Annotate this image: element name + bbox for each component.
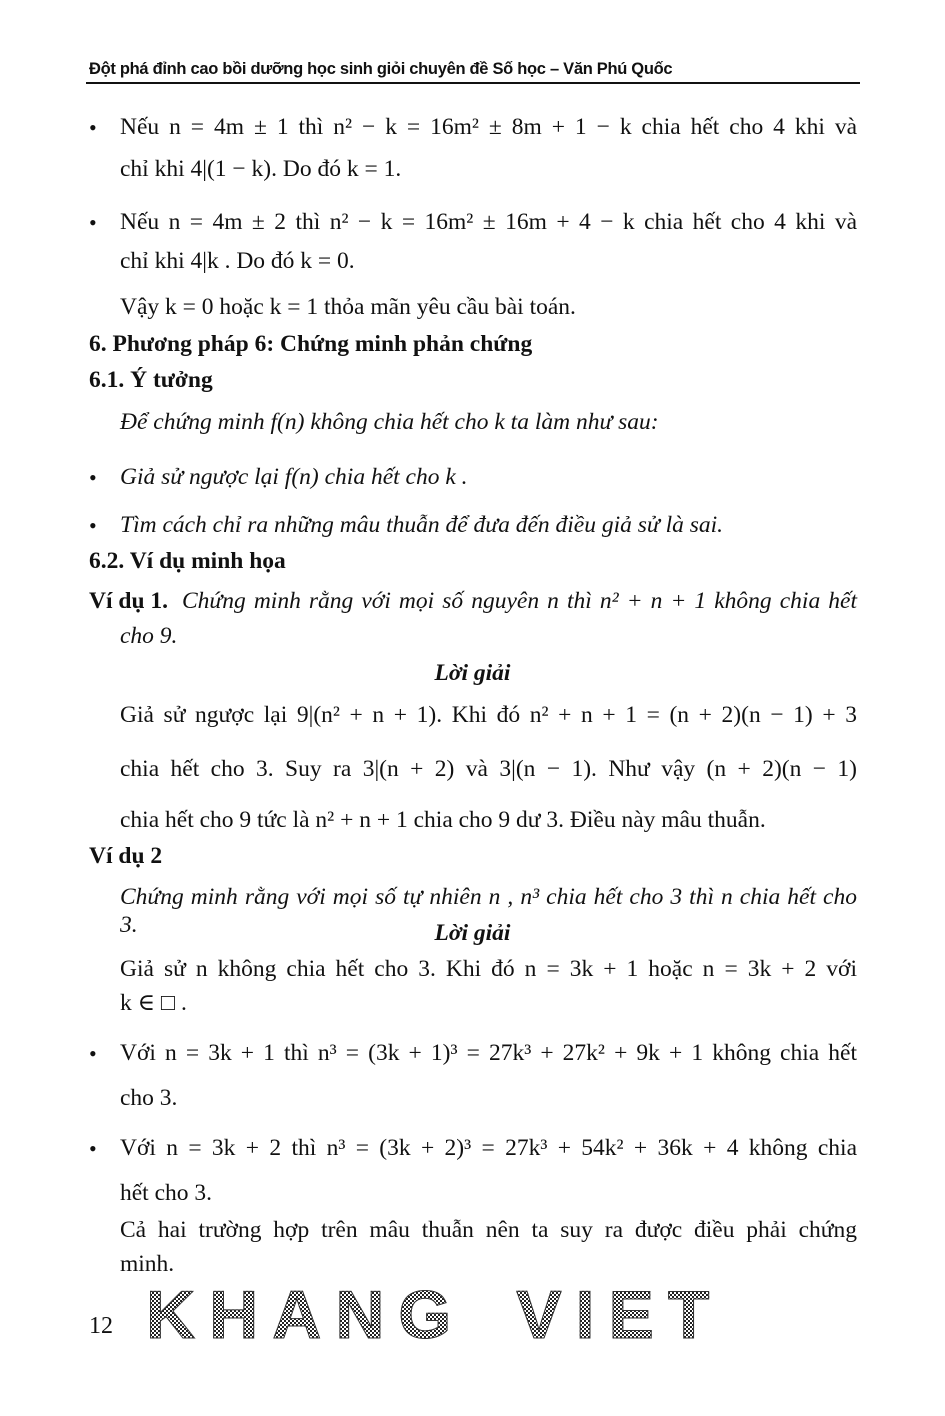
text-line: Tìm cách chỉ ra những mâu thuẫn để đưa đến điều giả sử là sai. <box>120 512 724 538</box>
text-line: Giả sử ngược lại f(n) chia hết cho k . <box>120 464 468 490</box>
bullet-icon: • <box>89 1136 97 1161</box>
publisher-watermark: KHANG VIET <box>146 1277 724 1353</box>
page-number: 12 <box>89 1313 113 1339</box>
text-line: chia hết cho 9 tức là n² + n + 1 chia cho 9 dư 3. Điều này mâu thuẫn. <box>120 807 766 833</box>
text-line: Nếu n = 4m ± 2 thì n² − k = 16m² ± 16m + 4 − k chia hết cho 4 khi và <box>120 209 857 235</box>
text-line: cho 9. <box>120 623 178 649</box>
text-line: Giả sử n không chia hết cho 3. Khi đó n = 3k + 1 hoặc n = 3k + 2 với <box>120 956 857 982</box>
text-line: Nếu n = 4m ± 1 thì n² − k = 16m² ± 8m + 1 − k chia hết cho 4 khi và <box>120 114 857 140</box>
bullet-icon: • <box>89 513 97 538</box>
text-line: Vậy k = 0 hoặc k = 1 thỏa mãn yêu cầu bài toán. <box>120 294 576 320</box>
text-line: chỉ khi 4|k . Do đó k = 0. <box>120 248 355 274</box>
example-statement: Chứng minh rằng với mọi số tự nhiên n , n³ chia hết cho 3 thì n chia hết cho 3. <box>120 884 857 938</box>
text-line: cho 3. <box>120 1085 178 1111</box>
example-label: Ví dụ 2 <box>89 843 163 869</box>
text-line: minh. <box>120 1251 175 1277</box>
running-header: Đột phá đỉnh cao bồi dưỡng học sinh giỏi chuyên đề Số học – Văn Phú Quốc <box>89 60 673 78</box>
text-line: Để chứng minh f(n) không chia hết cho k ta làm như sau: <box>120 409 659 435</box>
section-heading: 6. Phương pháp 6: Chứng minh phản chứng <box>89 331 533 357</box>
bullet-icon: • <box>89 115 97 140</box>
example-statement: Chứng minh rằng với mọi số nguyên n thì n² + n + 1 không chia hết <box>182 588 857 614</box>
solution-heading: Lời giải <box>434 920 511 946</box>
text-line: Giả sử ngược lại 9|(n² + n + 1). Khi đó n² + n + 1 = (n + 2)(n − 1) + 3 <box>120 702 857 728</box>
text-line: Cả hai trường hợp trên mâu thuẫn nên ta suy ra được điều phải chứng <box>120 1217 857 1243</box>
header-rule <box>86 82 860 84</box>
text-line: chia hết cho 3. Suy ra 3|(n + 2) và 3|(n − 1). Như vậy (n + 2)(n − 1) <box>120 756 857 782</box>
text-line: k ∈ □ . <box>120 990 187 1016</box>
bullet-icon: • <box>89 1041 97 1066</box>
subsection-heading: 6.1. Ý tưởng <box>89 367 213 393</box>
example-label: Ví dụ 1. <box>89 588 169 614</box>
solution-heading: Lời giải <box>434 660 511 686</box>
bullet-icon: • <box>89 210 97 235</box>
text-line: hết cho 3. <box>120 1180 213 1206</box>
text-line: Với n = 3k + 1 thì n³ = (3k + 1)³ = 27k³ + 27k² + 9k + 1 không chia hết <box>120 1040 857 1066</box>
subsection-heading: 6.2. Ví dụ minh họa <box>89 548 286 574</box>
bullet-icon: • <box>89 465 97 490</box>
text-line: Với n = 3k + 2 thì n³ = (3k + 2)³ = 27k³ + 54k² + 36k + 4 không chia <box>120 1135 857 1161</box>
text-line: chỉ khi 4|(1 − k). Do đó k = 1. <box>120 156 402 182</box>
